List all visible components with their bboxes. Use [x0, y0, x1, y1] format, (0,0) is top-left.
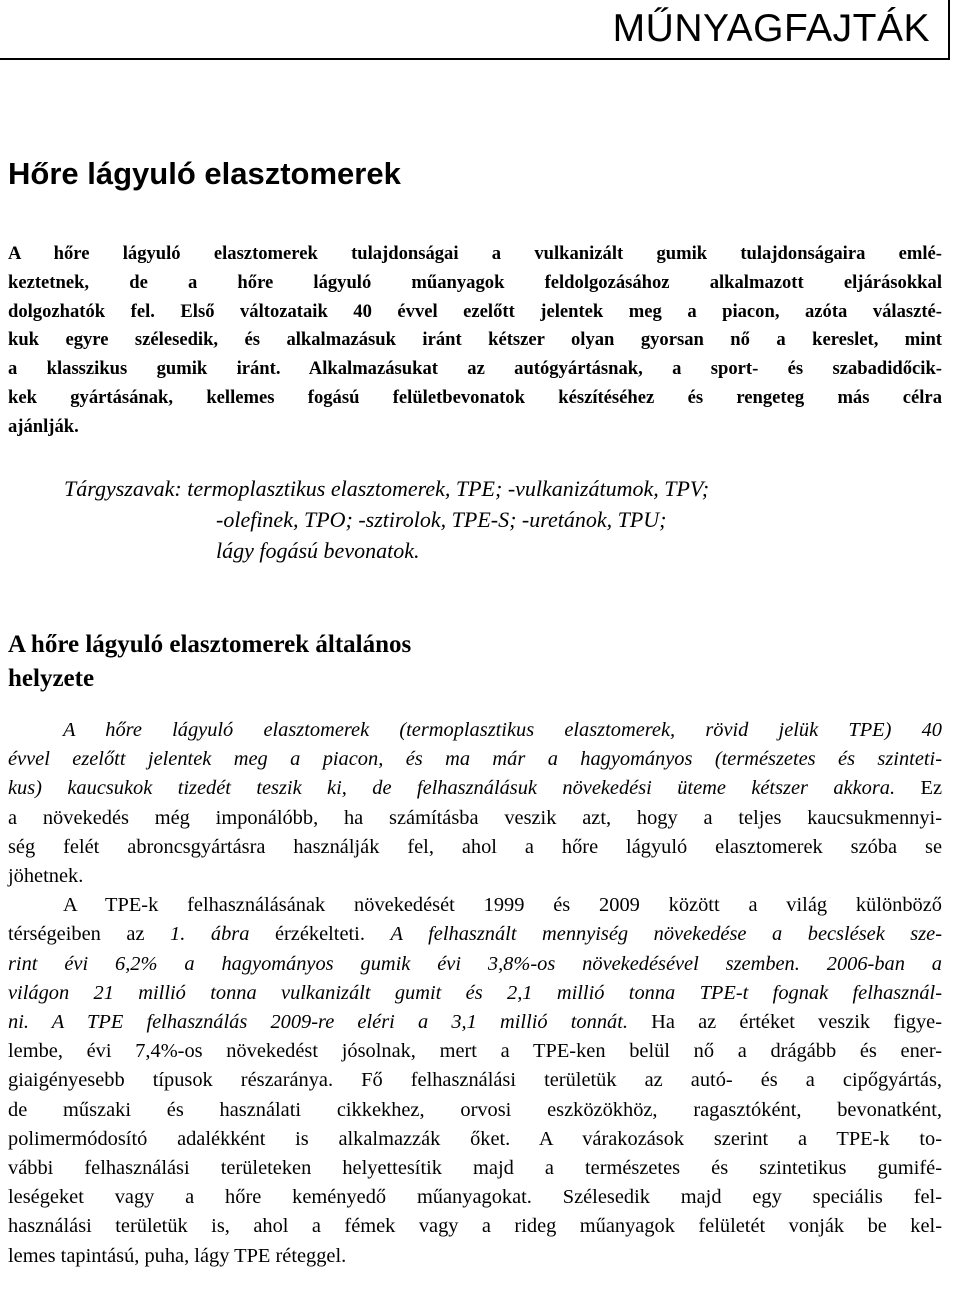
- body-line: polimermódosító adalékként is alkalmazzák őket. A várakozások szerint a TPE-k to-: [8, 1127, 942, 1150]
- body-line: [8, 1008, 942, 1037]
- body-span: Ha az értéket veszik figye-: [627, 1011, 942, 1034]
- abstract-line: A hőre lágyuló elasztomerek tulajdonságai a vulkanizált gumik tulajdonságaira emlé-: [8, 243, 942, 264]
- header-title: MŰNYAGFAJTÁK: [612, 7, 930, 50]
- keywords: [64, 473, 709, 566]
- body-span: Ez: [895, 777, 942, 800]
- page-header: [0, 0, 950, 60]
- abstract-line: kek gyártásának, kellemes fogású felületbevonatok készítéséhez és rengeteg más célra: [8, 386, 942, 408]
- body-line: giaigényesebb típusok részaránya. Fő felhasználási területük az autó- és a cipőgyártás,: [8, 1069, 942, 1092]
- body-line: de műszaki és használati cikkekhez, orvosi eszközökhöz, ragasztóként, bevonatként,: [8, 1098, 942, 1121]
- body-italic-span: kus) kaucsukok tizedét teszik ki, de felhasználásuk növekedési üteme kétszer akkora.: [8, 777, 896, 800]
- abstract-line: keztetnek, de a hőre lágyuló műanyagok feldolgozásához alkalmazott eljárásokkal: [8, 271, 942, 293]
- subsection-title-line: A hőre lágyuló elasztomerek általános: [8, 631, 412, 658]
- body-line: rint évi 6,2% a hagyományos gumik évi 3,8%-os növekedésével szemben. 2006-ban a: [8, 952, 942, 975]
- body-line: A hőre lágyuló elasztomerek (termoplasztikus elasztomerek, rövid jelük TPE) 40: [63, 719, 942, 741]
- subsection-title: [8, 628, 411, 696]
- body-line: jöhetnek.: [8, 865, 84, 888]
- abstract: [8, 240, 942, 442]
- keywords-line: termoplasztikus elasztomerek, TPE; -vulkanizátumok, TPV;: [187, 476, 710, 501]
- body-italic-span: ni. A TPE felhasználás 2009-re eléri a 3,1 millió tonnát.: [8, 1011, 628, 1034]
- abstract-line: kuk egyre szélesedik, és alkalmazásuk iránt kétszer olyan gyorsan nő a kereslet, mint: [8, 329, 942, 351]
- body-line: [8, 920, 942, 949]
- body-text: [8, 716, 942, 1271]
- body-line: használási területük is, ahol a fémek vagy a rideg műanyagok felületét vonják be kel-: [8, 1215, 942, 1238]
- keywords-line: lágy fogású bevonatok.: [216, 538, 420, 563]
- abstract-line: dolgozhatók fel. Első változataik 40 évvel ezelőtt jelentek meg a piacon, azóta választé-: [8, 300, 942, 322]
- abstract-line: a klasszikus gumik iránt. Alkalmazásukat az autógyártásnak, a sport- és szabadidőcik-: [8, 358, 942, 380]
- body-line: lemes tapintású, puha, lágy TPE réteggel.: [8, 1244, 347, 1267]
- body-line: lembe, évi 7,4%-os növekedést jósolnak, mert a TPE-ken belül nő a drágább és ener-: [8, 1040, 942, 1063]
- body-line: A TPE-k felhasználásának növekedését 1999 és 2009 között a világ különböző: [63, 894, 942, 917]
- abstract-line: ajánlják.: [8, 415, 79, 437]
- body-line: évvel ezelőtt jelentek meg a piacon, és ma már a hagyományos (természetes és szinteti-: [8, 748, 942, 771]
- body-line: világon 21 millió tonna vulkanizált gumit és 2,1 millió tonna TPE-t fognak felhasznál-: [8, 981, 942, 1004]
- body-line: ség felét abroncsgyártásra használják fel, ahol a hőre lágyuló elasztomerek szóba se: [8, 835, 942, 858]
- keywords-label: Tárgyszavak:: [64, 476, 182, 501]
- body-span: érzékelteti.: [249, 923, 391, 946]
- body-line: leségeket vagy a hőre keményedő műanyagokat. Szélesedik majd egy speciális fel-: [8, 1186, 942, 1209]
- section-title: Hőre lágyuló elasztomerek: [8, 156, 401, 191]
- subsection-title-line: helyzete: [8, 665, 95, 692]
- body-line: vábbi felhasználási területeken helyettesítik majd a természetes és szintetikus gumifé-: [8, 1157, 942, 1180]
- body-italic-span: A felhasznált mennyiség növekedése a becslések sze-: [390, 923, 942, 946]
- figure-reference: 1. ábra: [170, 923, 250, 946]
- keywords-line: -olefinek, TPO; -sztirolok, TPE-S; -uretánok, TPU;: [216, 507, 667, 532]
- body-line: a növekedés még imponálóbb, ha számításba veszik azt, hogy a teljes kaucsukmennyi-: [8, 806, 942, 829]
- body-line: [8, 774, 942, 803]
- body-span: térségeiben az: [8, 923, 171, 946]
